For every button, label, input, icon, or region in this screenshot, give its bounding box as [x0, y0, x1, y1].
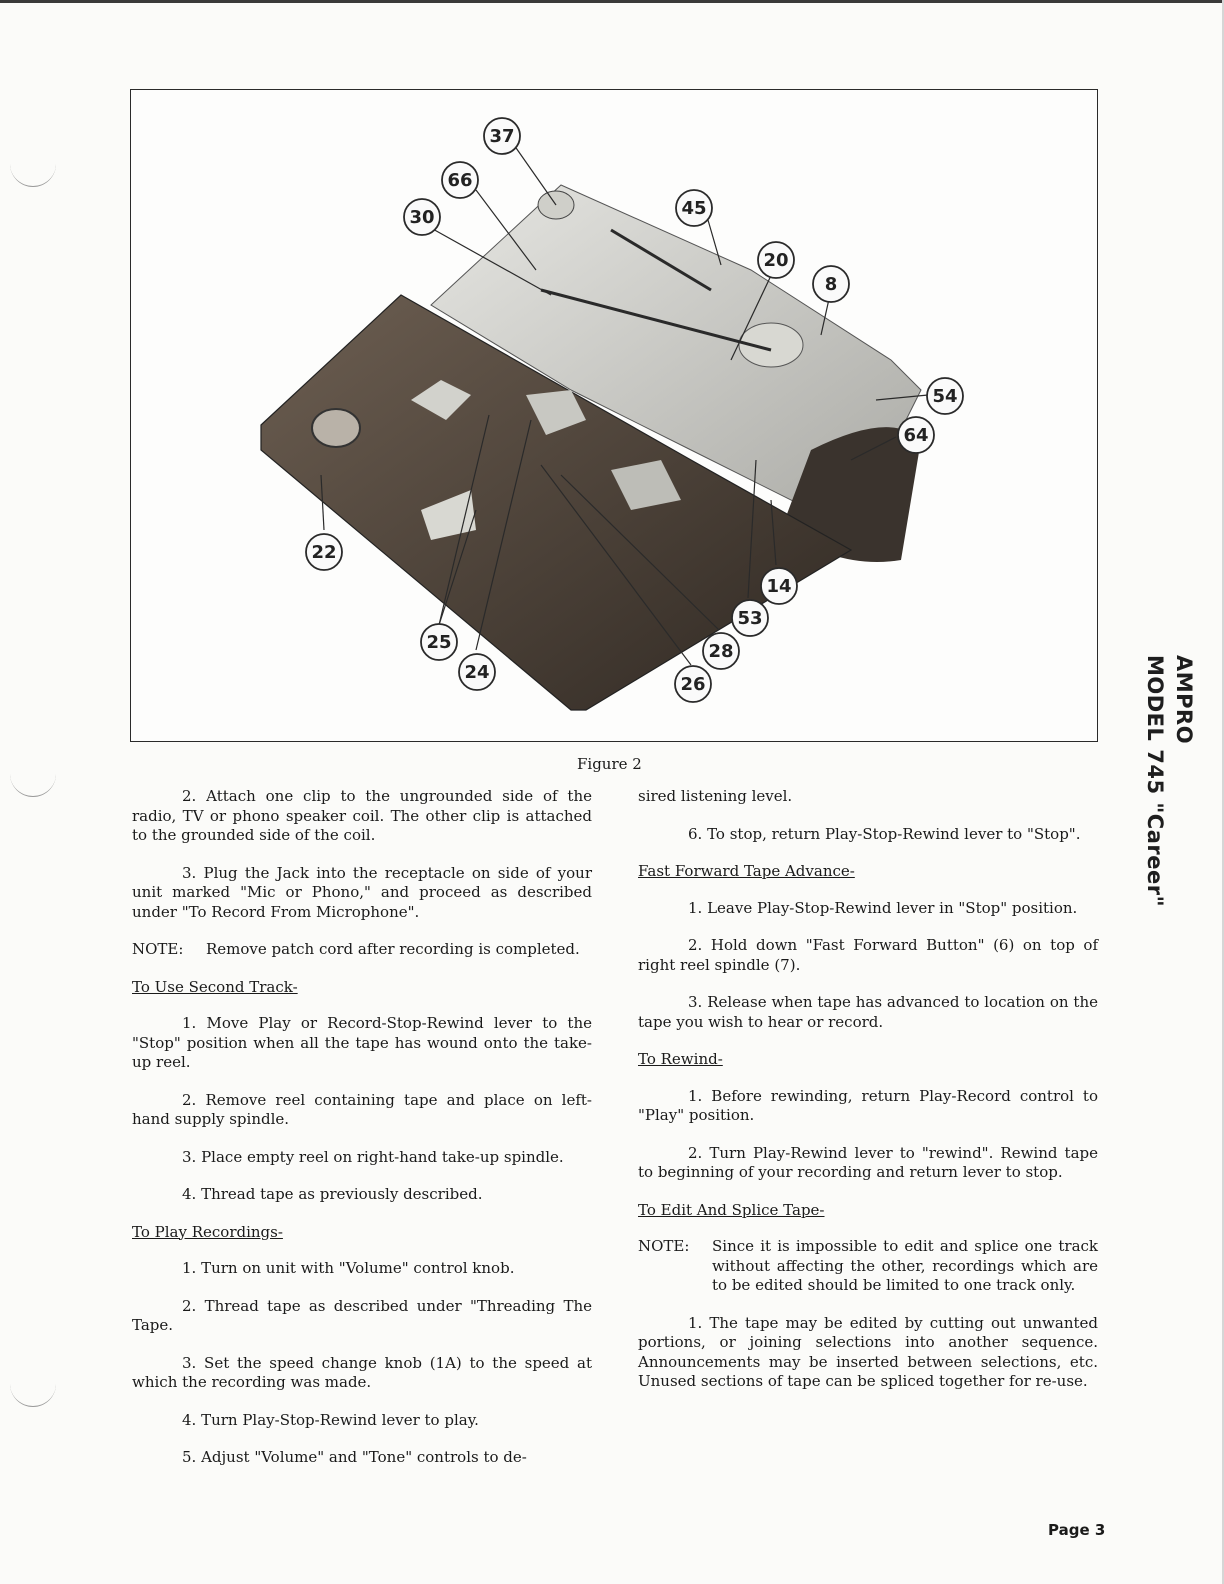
callout-54 — [927, 378, 963, 414]
callout-14 — [761, 568, 797, 604]
side-title-brand: AMPRO — [1172, 655, 1196, 745]
callout-53 — [732, 600, 768, 636]
paragraph: 2. Turn Play-Rewind lever to "rewind". Rewind tape to beginning of your recording and return lever to stop. — [638, 1143, 1098, 1181]
note-text: Remove patch cord after recording is completed. — [206, 940, 580, 958]
svg-text:22: 22 — [311, 542, 337, 563]
callout-28 — [703, 633, 739, 669]
callout-45 — [676, 190, 712, 226]
paragraph: 5. Adjust "Volume" and "Tone" controls to de- — [182, 1448, 527, 1466]
svg-text:28: 28 — [708, 641, 734, 662]
svg-text:20: 20 — [763, 250, 789, 271]
callout-37 — [484, 118, 520, 154]
paragraph: 2. Remove reel containing tape and place on left-hand supply spindle. — [132, 1090, 592, 1128]
figure-2-frame — [130, 89, 1098, 742]
svg-text:25: 25 — [426, 632, 452, 653]
section-heading: To Play Recordings- — [132, 1222, 283, 1241]
svg-text:8: 8 — [824, 274, 838, 295]
callout-24 — [459, 654, 495, 690]
callout-25 — [421, 624, 457, 660]
svg-text:26: 26 — [680, 674, 706, 695]
paragraph: 3. Place empty reel on right-hand take-up spindle. — [182, 1147, 564, 1166]
paragraph: 4. Thread tape as previously described. — [182, 1185, 483, 1203]
paragraph: sired listening level. — [638, 787, 793, 805]
svg-text:30: 30 — [409, 207, 435, 228]
binder-hole-mark — [10, 160, 56, 187]
note-block — [638, 1237, 1098, 1296]
callout-64 — [898, 417, 934, 453]
paragraph: 3. Set the speed change knob (1A) to the speed at which the recording was made. — [132, 1353, 592, 1391]
section-heading: Fast Forward Tape Advance- — [638, 862, 855, 880]
paragraph: 2. Attach one clip to the ungrounded side of the radio, TV or phono speaker coil. The other clip is attached to the grounded side of the coil. — [132, 787, 592, 844]
plate-hole — [312, 409, 360, 447]
paragraph: 1. Before rewinding, return Play-Record control to "Play" position. — [638, 1086, 1098, 1124]
section-heading: To Edit And Splice Tape- — [638, 1200, 825, 1219]
paragraph: 3. Release when tape has advanced to location on the tape you wish to hear or record. — [638, 993, 1098, 1031]
paragraph: 1. The tape may be edited by cutting out unwanted portions, or joining selections into another sequence. Announcements may be inserted between selections, etc. Unused sections of tape can be spliced together for re-use. — [638, 1313, 1098, 1390]
binder-hole-mark — [10, 770, 56, 797]
callout-30 — [404, 199, 440, 235]
side-title — [1140, 655, 1198, 907]
paragraph: 1. Move Play or Record-Stop-Rewind lever to the "Stop" position when all the tape has wound onto the take-up reel. — [132, 1014, 592, 1071]
svg-text:45: 45 — [681, 198, 707, 219]
page-number: Page 3 — [1048, 1521, 1106, 1539]
callout-66 — [442, 162, 478, 198]
side-title-model: MODEL 745 "Career" — [1143, 655, 1167, 908]
svg-text:54: 54 — [932, 386, 958, 407]
note-block — [132, 940, 592, 960]
svg-text:24: 24 — [464, 662, 490, 683]
callout-8 — [813, 266, 849, 302]
section-heading: To Use Second Track- — [132, 977, 298, 996]
paragraph: 1. Turn on unit with "Volume" control knob. — [182, 1259, 515, 1277]
callout-20 — [758, 242, 794, 278]
paragraph: 1. Leave Play-Stop-Rewind lever in "Stop" position. — [688, 898, 1078, 917]
paragraph: 6. To stop, return Play-Stop-Rewind lever to "Stop". — [688, 824, 1081, 843]
paragraph: 4. Turn Play-Stop-Rewind lever to play. — [182, 1410, 479, 1429]
figure-caption: Figure 2 — [577, 755, 642, 773]
binder-hole-mark — [10, 1380, 56, 1407]
paragraph: 2. Thread tape as described under "Threading The Tape. — [132, 1296, 592, 1334]
note-label: NOTE: — [638, 1237, 690, 1255]
note-text: Since it is impossible to edit and splice one track without affecting the other, recordings which are to be edited should be limited to one track only. — [712, 1237, 1098, 1294]
callout-22 — [306, 534, 342, 570]
paragraph: 3. Plug the Jack into the receptacle on side of your unit marked "Mic or Phono," and proceed as described under "To Record From Microphone". — [132, 863, 592, 921]
callout-26 — [675, 666, 711, 702]
svg-text:53: 53 — [737, 608, 763, 629]
page-top-edge — [0, 0, 1224, 3]
svg-text:37: 37 — [489, 126, 515, 147]
svg-text:14: 14 — [766, 576, 792, 597]
svg-text:66: 66 — [447, 170, 473, 191]
left-column — [132, 787, 592, 1486]
note-label: NOTE: — [132, 940, 184, 958]
tape-mechanism-illustration — [131, 90, 1097, 741]
right-column — [638, 787, 1098, 1410]
svg-text:64: 64 — [903, 425, 929, 446]
section-heading: To Rewind- — [638, 1050, 723, 1068]
paragraph: 2. Hold down "Fast Forward Button" (6) on top of right reel spindle (7). — [638, 936, 1098, 974]
